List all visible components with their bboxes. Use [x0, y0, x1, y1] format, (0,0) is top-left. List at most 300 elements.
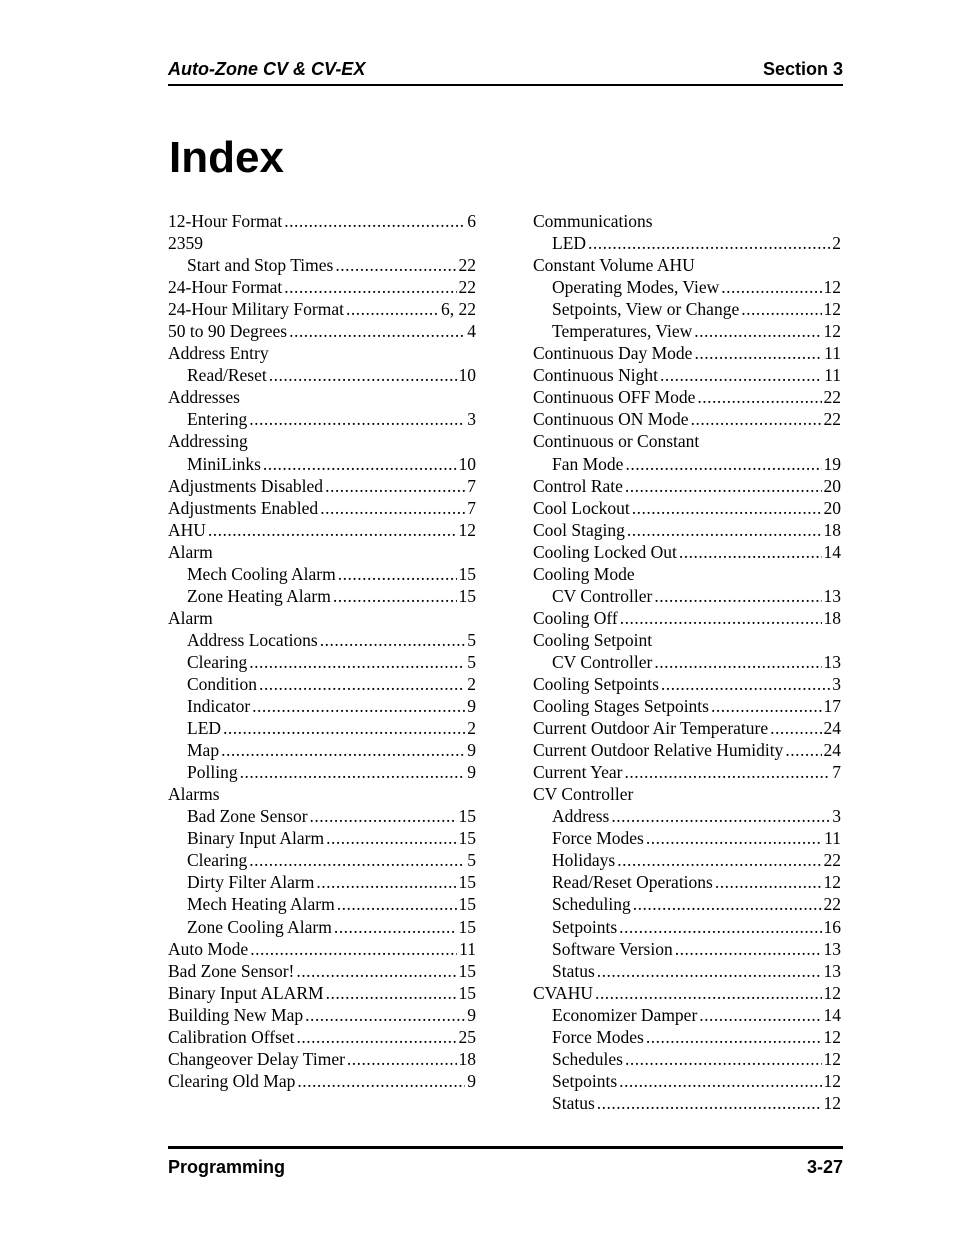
index-term: Control Rate: [533, 475, 623, 496]
index-entry: [533, 541, 841, 563]
index-page-ref: 22: [823, 387, 841, 408]
index-term: CV Controller: [533, 784, 634, 805]
index-entry: [168, 1004, 476, 1026]
index-term: Cool Lockout: [533, 497, 630, 518]
index-page-ref: 14: [823, 541, 841, 562]
dot-leader: [335, 254, 456, 276]
index-entry: [533, 519, 841, 541]
index-subentry: [533, 1048, 841, 1070]
index-term: CV Controller: [552, 651, 653, 672]
index-term: Continuous Day Mode: [533, 343, 693, 364]
dot-leader: [263, 453, 457, 475]
dot-leader: [240, 761, 466, 783]
dot-leader: [660, 364, 822, 386]
index-subentry: [533, 916, 841, 938]
index-page-ref: 2: [467, 673, 476, 694]
index-entry: [168, 232, 476, 254]
dot-leader: [595, 982, 822, 1004]
index-term: Current Year: [533, 762, 623, 783]
dot-leader: [624, 761, 830, 783]
index-page-ref: 25: [458, 1026, 476, 1047]
dot-leader: [208, 519, 457, 541]
index-entry: [168, 342, 476, 364]
index-subentry: [168, 651, 476, 673]
index-entry: [533, 386, 841, 408]
index-term: Fan Mode: [552, 453, 624, 474]
index-term: Software Version: [552, 938, 673, 959]
index-term: Constant Volume AHU: [533, 255, 695, 276]
dot-leader: [597, 1092, 822, 1114]
index-term: Temperatures, View: [552, 321, 693, 342]
index-term: Setpoints, View or Change: [552, 299, 740, 320]
index-entry: [533, 695, 841, 717]
index-page-ref: 13: [823, 960, 841, 981]
index-entry: [168, 938, 476, 960]
index-term: Alarm: [168, 607, 213, 628]
dot-leader: [627, 519, 822, 541]
index-term: Condition: [187, 673, 258, 694]
index-term: CV Controller: [552, 585, 653, 606]
index-page-ref: 9: [467, 696, 476, 717]
index-subentry: [168, 364, 476, 386]
index-subentry: [533, 893, 841, 915]
dot-leader: [305, 1004, 465, 1026]
index-page-ref: 14: [823, 1004, 841, 1025]
index-entry: [168, 519, 476, 541]
page-header: [168, 56, 843, 86]
index-term: Setpoints: [552, 1070, 618, 1091]
index-term: Addresses: [168, 387, 240, 408]
index-entry: [533, 430, 841, 452]
index-page-ref: 24: [823, 718, 841, 739]
index-term: Force Modes: [552, 1026, 644, 1047]
index-page-ref: 12: [823, 1070, 841, 1091]
index-page-ref: 22: [823, 894, 841, 915]
index-term: Mech Heating Alarm: [187, 894, 335, 915]
dot-leader: [347, 1048, 457, 1070]
index-page-ref: 7: [832, 762, 841, 783]
index-page-ref: 18: [823, 519, 841, 540]
index-subentry: [168, 893, 476, 915]
index-page-ref: 12: [823, 1026, 841, 1047]
index-page-ref: 20: [823, 475, 841, 496]
dot-leader: [588, 232, 830, 254]
index-subentry: [168, 453, 476, 475]
index-subentry: [533, 960, 841, 982]
index-page-ref: 11: [824, 343, 841, 364]
index-entry: [533, 497, 841, 519]
index-page-ref: 3: [832, 673, 841, 694]
index-subentry: [168, 916, 476, 938]
index-term: Cooling Mode: [533, 563, 635, 584]
index-page-ref: 22: [458, 255, 476, 276]
index-page-ref: 5: [467, 850, 476, 871]
index-page-ref: 20: [823, 497, 841, 518]
index-page-ref: 13: [823, 585, 841, 606]
index-entry: [168, 541, 476, 563]
dot-leader: [715, 871, 822, 893]
index-page-ref: 7: [467, 497, 476, 518]
dot-leader: [252, 695, 465, 717]
page-number: 3-27: [806, 1157, 843, 1177]
index-page-ref: 12: [823, 982, 841, 1003]
index-term: Bad Zone Sensor: [187, 806, 308, 827]
index-term: Clearing: [187, 850, 248, 871]
dot-leader: [249, 849, 465, 871]
index-subentry: [168, 849, 476, 871]
index-term: Binary Input Alarm: [187, 828, 325, 849]
index-term: Operating Modes, View: [552, 277, 720, 298]
dot-leader: [334, 916, 457, 938]
index-page-ref: 22: [823, 850, 841, 871]
index-subentry: [168, 717, 476, 739]
index-term: 12-Hour Format: [168, 211, 283, 231]
dot-leader: [249, 408, 465, 430]
index-subentry: [533, 585, 841, 607]
dot-leader: [646, 1026, 822, 1048]
index-subentry: [533, 827, 841, 849]
index-term: LED: [552, 233, 587, 254]
index-entry: [168, 607, 476, 629]
index-term: Status: [552, 960, 595, 981]
index-page-ref: 13: [823, 938, 841, 959]
index-term: Calibration Offset: [168, 1026, 295, 1047]
dot-leader: [325, 475, 465, 497]
dot-leader: [691, 408, 822, 430]
index-term: Cooling Locked Out: [533, 541, 677, 562]
index-entry: [533, 717, 841, 739]
index-column-left: [168, 210, 476, 1092]
index-entry: [533, 210, 841, 232]
index-page-ref: 15: [458, 585, 476, 606]
index-term: Building New Map: [168, 1004, 304, 1025]
dot-leader: [741, 298, 821, 320]
index-term: Address Locations: [187, 629, 318, 650]
index-entry: [168, 1026, 476, 1048]
index-subentry: [533, 1026, 841, 1048]
index-page-ref: 16: [823, 916, 841, 937]
index-entry: [168, 386, 476, 408]
index-subentry: [168, 673, 476, 695]
index-entry: [533, 783, 841, 805]
index-page-ref: 9: [467, 740, 476, 761]
index-term: Clearing Old Map: [168, 1070, 296, 1091]
index-entry: [168, 783, 476, 805]
index-term: Zone Heating Alarm: [187, 585, 331, 606]
index-subentry: [168, 585, 476, 607]
index-entry: [533, 629, 841, 651]
index-term: Binary Input ALARM: [168, 982, 324, 1003]
index-page-ref: 24: [823, 740, 841, 761]
index-page-ref: 12: [823, 321, 841, 342]
dot-leader: [697, 386, 821, 408]
index-page-ref: 4: [467, 321, 476, 342]
index-term: AHU: [168, 519, 206, 540]
index-subentry: [533, 276, 841, 298]
index-term: Mech Cooling Alarm: [187, 563, 336, 584]
index-term: Alarm: [168, 541, 213, 562]
index-term: Address: [552, 806, 610, 827]
dot-leader: [326, 827, 456, 849]
index-term: Current Outdoor Air Temperature: [533, 718, 769, 739]
index-page-ref: 3: [467, 409, 476, 430]
index-term: Adjustments Enabled: [168, 497, 319, 518]
dot-leader: [675, 938, 822, 960]
index-term: CVAHU: [533, 982, 593, 1003]
dot-leader: [320, 497, 465, 519]
index-subentry: [533, 1092, 841, 1114]
dot-leader: [646, 827, 822, 849]
index-page-ref: 22: [458, 277, 476, 298]
index-page-ref: 9: [467, 1004, 476, 1025]
index-term: Continuous Night: [533, 365, 658, 386]
dot-leader: [617, 849, 821, 871]
dot-leader: [333, 585, 457, 607]
index-term: Scheduling: [552, 894, 631, 915]
index-term: 24-Hour Format: [168, 277, 283, 298]
index-term: Map: [187, 740, 220, 761]
dot-leader: [770, 717, 821, 739]
index-term: Cooling Stages Setpoints: [533, 696, 709, 717]
dot-leader: [785, 739, 821, 761]
index-page-ref: 12: [823, 1092, 841, 1113]
index-term: Schedules: [552, 1048, 623, 1069]
index-term: Dirty Filter Alarm: [187, 872, 315, 893]
dot-leader: [297, 1070, 465, 1092]
index-term: Adjustments Disabled: [168, 475, 324, 496]
index-page-ref: 12: [823, 277, 841, 298]
dot-leader: [625, 1048, 822, 1070]
index-page-ref: 6, 22: [441, 299, 476, 320]
dot-leader: [346, 298, 439, 320]
index-page-ref: 15: [458, 806, 476, 827]
index-subentry: [168, 805, 476, 827]
index-entry: [168, 210, 476, 232]
index-subentry: [533, 232, 841, 254]
index-term: 24-Hour Military Format: [168, 299, 344, 320]
dot-leader: [296, 960, 456, 982]
dot-leader: [654, 651, 821, 673]
index-entry: [533, 563, 841, 585]
index-entry: [533, 254, 841, 276]
dot-leader: [289, 320, 465, 342]
dot-leader: [297, 1026, 457, 1048]
dot-leader: [310, 805, 457, 827]
index-subentry: [533, 298, 841, 320]
index-subentry: [168, 871, 476, 893]
index-page-ref: 13: [823, 651, 841, 672]
index-page-ref: 12: [823, 872, 841, 893]
index-term: Addressing: [168, 431, 248, 452]
index-term: Continuous or Constant: [533, 431, 700, 452]
dot-leader: [316, 871, 456, 893]
index-term: Holidays: [552, 850, 616, 871]
dot-leader: [284, 276, 456, 298]
index-term: Setpoints: [552, 916, 618, 937]
index-page-ref: 7: [467, 475, 476, 496]
index-subentry: [168, 629, 476, 651]
index-term: Cooling Setpoint: [533, 629, 653, 650]
index-entry: [533, 673, 841, 695]
index-subentry: [533, 938, 841, 960]
index-entry: [168, 982, 476, 1004]
index-page-ref: 9: [467, 1070, 476, 1091]
index-term: Cooling Setpoints: [533, 673, 659, 694]
index-page-ref: 9: [467, 762, 476, 783]
index-page-ref: 5: [467, 629, 476, 650]
dot-leader: [320, 629, 466, 651]
index-page-ref: 11: [824, 365, 841, 386]
index-page-ref: 5: [467, 651, 476, 672]
dot-leader: [619, 916, 821, 938]
index-subentry: [168, 827, 476, 849]
index-term: Read/Reset Operations: [552, 872, 713, 893]
dot-leader: [249, 651, 465, 673]
index-page-ref: 15: [458, 872, 476, 893]
index-page-ref: 11: [459, 938, 476, 959]
dot-leader: [699, 1004, 821, 1026]
index-term: Clearing: [187, 651, 248, 672]
dot-leader: [269, 364, 457, 386]
index-page-ref: 22: [823, 409, 841, 430]
index-term: Current Outdoor Relative Humidity: [533, 740, 784, 761]
dot-leader: [721, 276, 821, 298]
index-term: Changeover Delay Timer: [168, 1048, 345, 1069]
index-page-ref: 12: [458, 519, 476, 540]
dot-leader: [661, 673, 830, 695]
index-entry: [168, 960, 476, 982]
index-page-ref: 10: [458, 365, 476, 386]
dot-leader: [619, 1070, 821, 1092]
dot-leader: [625, 453, 821, 475]
index-page-ref: 3: [832, 806, 841, 827]
index-term: LED: [187, 718, 222, 739]
dot-leader: [223, 717, 465, 739]
index-entry: [533, 342, 841, 364]
dot-leader: [337, 893, 457, 915]
index-page-ref: 18: [458, 1048, 476, 1069]
index-column-right: [533, 210, 841, 1114]
index-entry: [533, 475, 841, 497]
index-entry: [168, 430, 476, 452]
dot-leader: [654, 585, 821, 607]
index-entry: [533, 408, 841, 430]
index-entry: [533, 364, 841, 386]
index-subentry: [533, 320, 841, 342]
index-term: Continuous ON Mode: [533, 409, 689, 430]
index-term: 50 to 90 Degrees: [168, 321, 288, 342]
index-term: Alarms: [168, 784, 220, 805]
index-term: Start and Stop Times: [187, 255, 334, 276]
dot-leader: [633, 893, 822, 915]
dot-leader: [250, 938, 457, 960]
index-subentry: [533, 1004, 841, 1026]
index-term: Read/Reset: [187, 365, 267, 386]
index-subentry: [533, 453, 841, 475]
index-page-ref: 15: [458, 982, 476, 1003]
index-page-ref: 6: [467, 211, 476, 231]
index-page-ref: 19: [823, 453, 841, 474]
dot-leader: [611, 805, 830, 827]
index-page-ref: 15: [458, 960, 476, 981]
index-page-ref: 15: [458, 916, 476, 937]
dot-leader: [338, 563, 457, 585]
dot-leader: [679, 541, 822, 563]
index-entry: [533, 761, 841, 783]
dot-leader: [284, 210, 465, 232]
dot-leader: [620, 607, 822, 629]
index-term: MiniLinks: [187, 453, 261, 474]
index-page-ref: 18: [823, 607, 841, 628]
index-entry: [168, 497, 476, 519]
index-page-ref: 15: [458, 828, 476, 849]
index-subentry: [533, 871, 841, 893]
index-entry: [168, 276, 476, 298]
dot-leader: [632, 497, 822, 519]
index-subentry: [168, 408, 476, 430]
document-title: Auto-Zone CV & CV-EX: [168, 59, 366, 79]
dot-leader: [221, 739, 465, 761]
index-page-ref: 12: [823, 1048, 841, 1069]
index-entry: [533, 982, 841, 1004]
index-term: Polling: [187, 762, 238, 783]
index-page-ref: 17: [823, 696, 841, 717]
chapter-label: Programming: [168, 1157, 286, 1177]
index-entry: [168, 1070, 476, 1092]
index-term: Bad Zone Sensor!: [168, 960, 295, 981]
index-term: Entering: [187, 409, 248, 430]
index-term: Continuous OFF Mode: [533, 387, 696, 408]
dot-leader: [694, 342, 822, 364]
index-term: Cooling Off: [533, 607, 618, 628]
index-subentry: [533, 651, 841, 673]
index-subentry: [533, 849, 841, 871]
page-title: Index: [169, 133, 284, 182]
index-entry: [533, 607, 841, 629]
index-page-ref: 15: [458, 563, 476, 584]
index-page-ref: 10: [458, 453, 476, 474]
index-subentry: [168, 761, 476, 783]
index-term: Communications: [533, 211, 653, 231]
index-subentry: [168, 563, 476, 585]
index-page-ref: 2: [467, 718, 476, 739]
index-term: Indicator: [187, 696, 251, 717]
index-page-ref: 12: [823, 299, 841, 320]
index-page-ref: 15: [458, 894, 476, 915]
index-term: Zone Cooling Alarm: [187, 916, 332, 937]
index-subentry: [168, 695, 476, 717]
section-label: Section 3: [762, 59, 843, 79]
index-entry: [168, 320, 476, 342]
index-page-ref: 2: [832, 233, 841, 254]
index-subentry: [168, 739, 476, 761]
index-term: Auto Mode: [168, 938, 249, 959]
dot-leader: [259, 673, 465, 695]
dot-leader: [711, 695, 822, 717]
dot-leader: [694, 320, 821, 342]
index-subentry: [533, 1070, 841, 1092]
page-footer: [168, 1146, 843, 1177]
index-term: Address Entry: [168, 343, 269, 364]
index-term: Status: [552, 1092, 595, 1113]
index-entry: [168, 1048, 476, 1070]
dot-leader: [625, 475, 822, 497]
dot-leader: [326, 982, 457, 1004]
index-entry: [168, 298, 476, 320]
index-entry: [168, 475, 476, 497]
index-term: Force Modes: [552, 828, 644, 849]
index-subentry: [168, 254, 476, 276]
